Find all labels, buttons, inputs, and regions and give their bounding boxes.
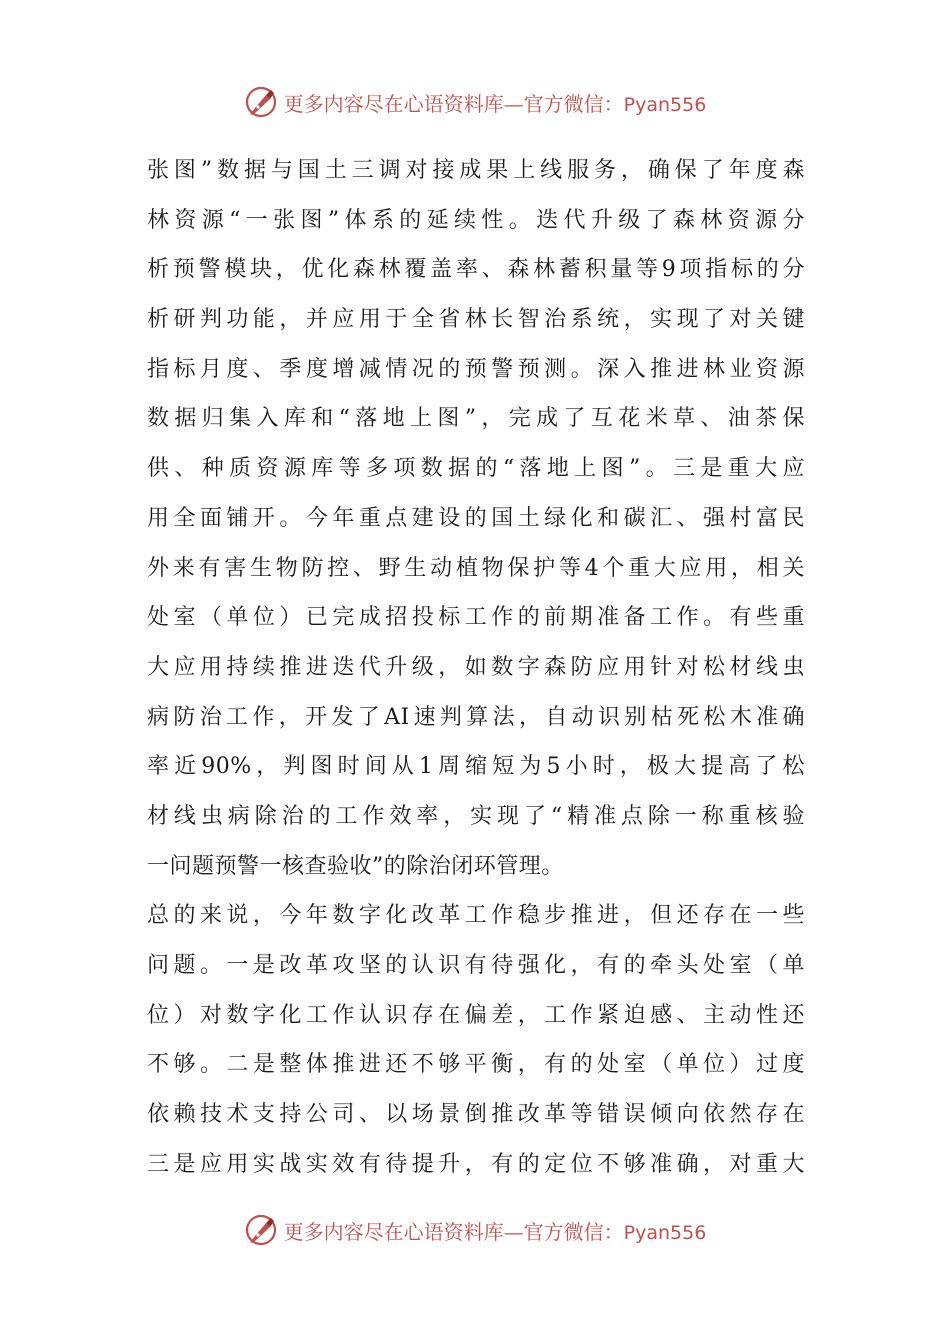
text-line: 林资源“一张图”体系的延续性。迭代升级了森林资源分 — [147, 207, 805, 233]
text-line: 不够。二是整体推进还不够平衡，有的处室（单位）过度 — [147, 1052, 805, 1078]
text-line: 总的来说，今年数字化改革工作稳步推进，但还存在一些 — [147, 903, 805, 929]
text-line: 用全面铺开。今年重点建设的国土绿化和碳汇、强村富民 — [147, 505, 805, 531]
text-line: 位）对数字化工作认识存在偏差，工作紧迫感、主动性还 — [147, 1002, 805, 1028]
paragraph-2 — [147, 891, 805, 1189]
text-line: 数据归集入库和“落地上图”，完成了互花米草、油茶保 — [147, 406, 805, 432]
text-line: 供、种质资源库等多项数据的“落地上图”。三是重大应 — [147, 456, 805, 482]
text-line: 一问题预警一核查验收”的除治闭环管理。 — [147, 853, 564, 879]
header-banner — [0, 82, 950, 122]
text-line: 率近90%，判图时间从1周缩短为5小时，极大提高了松 — [147, 754, 805, 780]
footer-banner-text: 更多内容尽在心语资料库—官方微信：Pyan556 — [283, 1219, 707, 1244]
footer-banner-contact: Pyan556 — [623, 1221, 707, 1244]
pen-nib-logo — [244, 85, 278, 119]
text-line: 依赖技术支持公司、以场景倒推改革等错误倾向依然存在 — [147, 1102, 805, 1128]
pen-nib-logo — [244, 1213, 278, 1247]
text-line: 材线虫病除治的工作效率，实现了“精准点除一称重核验 — [147, 803, 805, 829]
header-banner-text: 更多内容尽在心语资料库—官方微信：Pyan556 — [283, 91, 707, 116]
footer-banner — [0, 1210, 950, 1250]
text-line: 析预警模块，优化森林覆盖率、森林蓄积量等9项指标的分 — [147, 257, 805, 283]
paragraph-1 — [147, 146, 805, 891]
text-line: 张图”数据与国土三调对接成果上线服务，确保了年度森 — [147, 158, 805, 183]
document-body — [147, 146, 805, 1189]
text-line: 三是应用实战实效有待提升，有的定位不够准确，对重大 — [147, 1151, 805, 1177]
header-banner-contact: Pyan556 — [623, 93, 707, 116]
text-line: 指标月度、季度增减情况的预警预测。深入推进林业资源 — [147, 356, 805, 382]
text-line: 处室（单位）已完成招投标工作的前期准备工作。有些重 — [147, 605, 805, 631]
text-line: 析研判功能，并应用于全省林长智治系统，实现了对关键 — [147, 307, 805, 333]
text-line: 问题。一是改革攻坚的认识有待强化，有的牵头处室（单 — [147, 953, 805, 978]
text-line: 病防治工作，开发了AI速判算法，自动识别枯死松木准确 — [147, 704, 805, 730]
text-line: 外来有害生物防控、野生动植物保护等4个重大应用，相关 — [147, 555, 805, 581]
text-line: 大应用持续推进迭代升级，如数字森防应用针对松材线虫 — [147, 654, 805, 680]
